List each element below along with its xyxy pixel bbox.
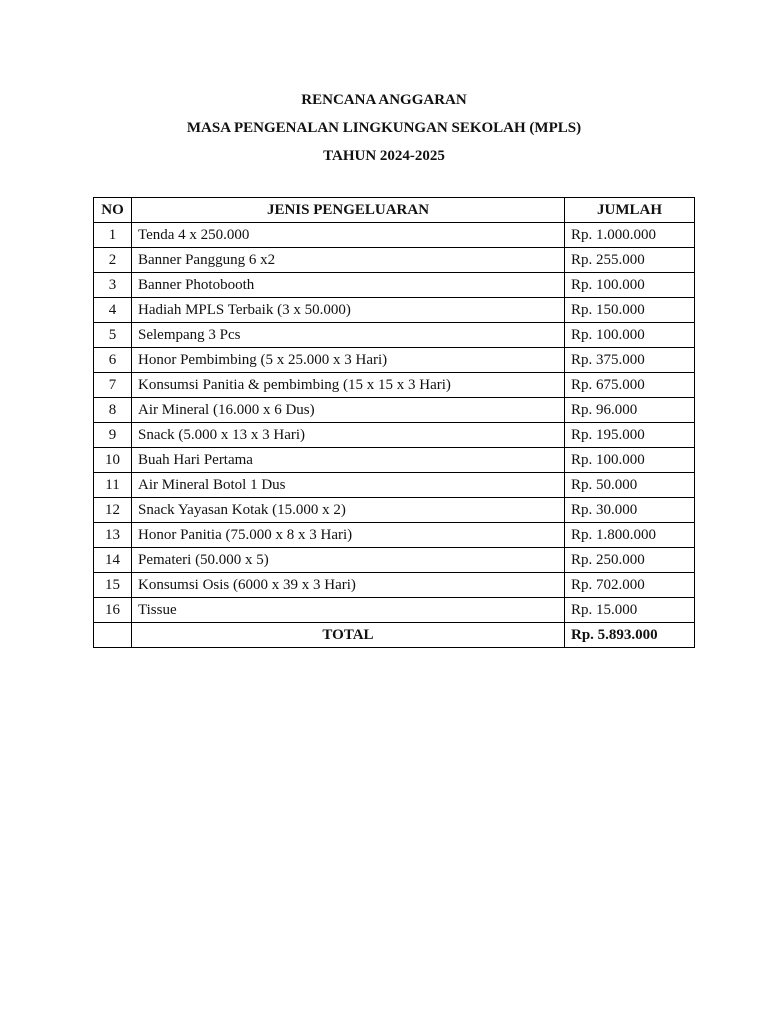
row-no-cell: 5 <box>94 323 132 348</box>
row-no-cell: 1 <box>94 223 132 248</box>
title-line-3: TAHUN 2024-2025 <box>323 148 445 164</box>
table-row <box>94 323 695 348</box>
table-row <box>94 348 695 373</box>
row-no-cell: 13 <box>94 523 132 548</box>
row-no-cell: 3 <box>94 273 132 298</box>
row-item-cell: Buah Hari Pertama <box>132 448 565 473</box>
table-row <box>94 248 695 273</box>
table-row <box>94 373 695 398</box>
table-row <box>94 273 695 298</box>
total-empty-cell <box>94 623 132 648</box>
table-row <box>94 398 695 423</box>
row-no-cell: 12 <box>94 498 132 523</box>
header-no: NO <box>94 198 132 223</box>
row-item-cell: Tenda 4 x 250.000 <box>132 223 565 248</box>
row-no-cell: 10 <box>94 448 132 473</box>
row-item-cell: Tissue <box>132 598 565 623</box>
row-item-cell: Selempang 3 Pcs <box>132 323 565 348</box>
row-amount-cell: Rp. 1.800.000 <box>565 523 695 548</box>
row-amount-cell: Rp. 375.000 <box>565 348 695 373</box>
table-row <box>94 298 695 323</box>
row-no-cell: 14 <box>94 548 132 573</box>
row-amount-cell: Rp. 100.000 <box>565 448 695 473</box>
table-row <box>94 598 695 623</box>
row-item-cell: Banner Photobooth <box>132 273 565 298</box>
row-no-cell: 7 <box>94 373 132 398</box>
row-item-cell: Honor Panitia (75.000 x 8 x 3 Hari) <box>132 523 565 548</box>
row-amount-cell: Rp. 96.000 <box>565 398 695 423</box>
table-row <box>94 523 695 548</box>
row-item-cell: Banner Panggung 6 x2 <box>132 248 565 273</box>
row-amount-cell: Rp. 1.000.000 <box>565 223 695 248</box>
row-item-cell: Snack Yayasan Kotak (15.000 x 2) <box>132 498 565 523</box>
table-row <box>94 473 695 498</box>
row-amount-cell: Rp. 675.000 <box>565 373 695 398</box>
row-no-cell: 8 <box>94 398 132 423</box>
row-item-cell: Honor Pembimbing (5 x 25.000 x 3 Hari) <box>132 348 565 373</box>
row-amount-cell: Rp. 195.000 <box>565 423 695 448</box>
row-no-cell: 6 <box>94 348 132 373</box>
row-no-cell: 9 <box>94 423 132 448</box>
row-item-cell: Konsumsi Panitia & pembimbing (15 x 15 x 3 Hari) <box>132 373 565 398</box>
row-no-cell: 16 <box>94 598 132 623</box>
title-block <box>0 86 768 170</box>
row-amount-cell: Rp. 255.000 <box>565 248 695 273</box>
row-amount-cell: Rp. 30.000 <box>565 498 695 523</box>
row-item-cell: Air Mineral (16.000 x 6 Dus) <box>132 398 565 423</box>
row-item-cell: Hadiah MPLS Terbaik (3 x 50.000) <box>132 298 565 323</box>
row-amount-cell: Rp. 250.000 <box>565 548 695 573</box>
row-no-cell: 4 <box>94 298 132 323</box>
total-amount: Rp. 5.893.000 <box>565 623 695 648</box>
table-row <box>94 548 695 573</box>
row-no-cell: 11 <box>94 473 132 498</box>
title-line-1: RENCANA ANGGARAN <box>301 92 467 108</box>
budget-table <box>93 197 695 648</box>
table-row <box>94 498 695 523</box>
row-amount-cell: Rp. 50.000 <box>565 473 695 498</box>
row-item-cell: Snack (5.000 x 13 x 3 Hari) <box>132 423 565 448</box>
table-body <box>94 223 695 623</box>
row-amount-cell: Rp. 100.000 <box>565 323 695 348</box>
table-row <box>94 448 695 473</box>
title-line-2: MASA PENGENALAN LINGKUNGAN SEKOLAH (MPLS) <box>186 120 582 136</box>
row-item-cell: Konsumsi Osis (6000 x 39 x 3 Hari) <box>132 573 565 598</box>
table-row <box>94 223 695 248</box>
row-item-cell: Pemateri (50.000 x 5) <box>132 548 565 573</box>
table-row <box>94 573 695 598</box>
row-no-cell: 15 <box>94 573 132 598</box>
header-amount: JUMLAH <box>565 198 695 223</box>
row-amount-cell: Rp. 100.000 <box>565 273 695 298</box>
row-no-cell: 2 <box>94 248 132 273</box>
total-label: TOTAL <box>132 623 565 648</box>
table-row <box>94 423 695 448</box>
row-amount-cell: Rp. 702.000 <box>565 573 695 598</box>
table-header-row <box>94 198 695 223</box>
header-item: JENIS PENGELUARAN <box>132 198 565 223</box>
row-amount-cell: Rp. 150.000 <box>565 298 695 323</box>
total-row <box>94 623 695 648</box>
row-item-cell: Air Mineral Botol 1 Dus <box>132 473 565 498</box>
row-amount-cell: Rp. 15.000 <box>565 598 695 623</box>
